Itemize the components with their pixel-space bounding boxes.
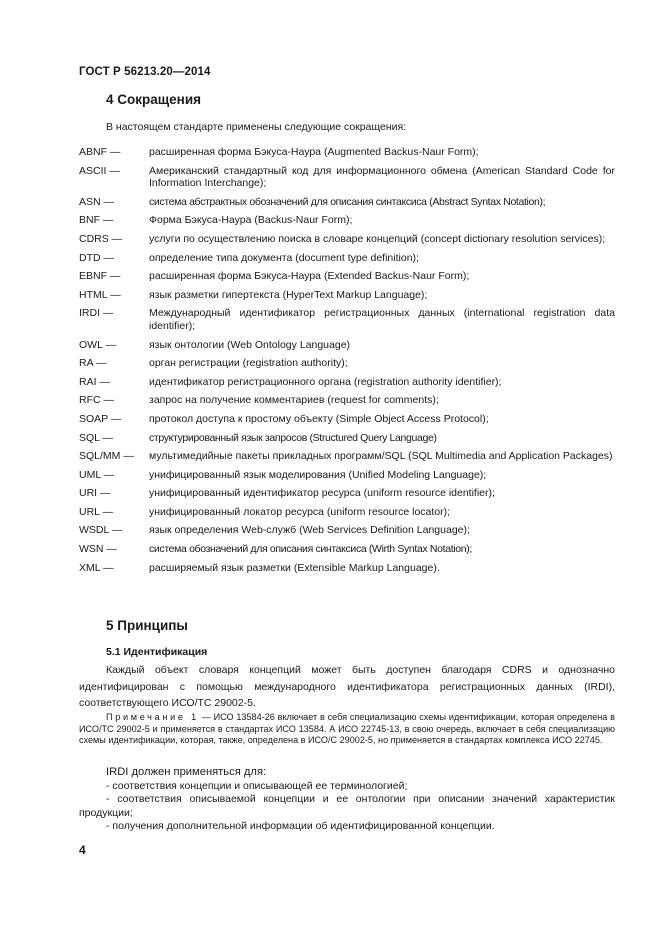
section-4-intro: В настоящем стандарте применены следующие сокращения: bbox=[106, 121, 407, 133]
abbreviation-row bbox=[79, 432, 615, 445]
abbreviation-row bbox=[79, 413, 615, 426]
list-item: - соответствия описываемой концепции и ее онтологии при описании значений характеристик продукции; bbox=[79, 793, 615, 819]
abbreviation-definition: запрос на получение комментариев (request for comments); bbox=[149, 394, 439, 407]
abbreviation-term: XML — bbox=[79, 561, 114, 574]
abbreviation-term: UML — bbox=[79, 468, 115, 481]
abbreviation-row bbox=[79, 233, 615, 246]
abbreviation-row bbox=[79, 394, 615, 407]
abbreviation-definition: структурированный язык запросов (Structured Query Language) bbox=[149, 431, 437, 444]
abbreviation-term: EBNF — bbox=[79, 270, 121, 283]
list-item: - получения дополнительной информации об идентифицированной концепции. bbox=[106, 820, 495, 832]
abbreviation-row bbox=[79, 270, 615, 283]
abbreviation-term: DTD — bbox=[79, 251, 114, 264]
abbreviation-definition: орган регистрации (registration authority); bbox=[149, 357, 348, 370]
abbreviation-term: RAI — bbox=[79, 375, 110, 388]
abbreviation-row bbox=[79, 146, 615, 159]
abbreviation-row bbox=[79, 543, 615, 556]
abbreviation-term: RA — bbox=[79, 357, 107, 370]
abbreviation-definition: система абстрактных обозначений для описания синтаксиса (Abstract Syntax Notation); bbox=[149, 195, 546, 208]
abbreviation-term: IRDI — bbox=[79, 307, 114, 320]
irdi-usage-list bbox=[79, 766, 615, 834]
abbreviation-term: ASN — bbox=[79, 195, 115, 208]
page-number: 4 bbox=[79, 843, 86, 857]
abbreviation-definition: язык определения Web-служб (Web Services Definition Language); bbox=[149, 524, 470, 537]
abbreviation-term: SQL — bbox=[79, 431, 114, 444]
identification-paragraph: Каждый объект словаря концепций может быть доступен благодаря CDRS и однозначно идентифицирован с помощью международного идентификатора регистрационных данных (IRDI), соответствующего ИСО/ТС 29002-5. bbox=[79, 664, 615, 709]
abbreviation-row bbox=[79, 469, 615, 482]
abbreviation-row bbox=[79, 196, 615, 209]
abbreviation-definition: расширенная форма Бэкуса-Наура (Augmented Backus-Naur Form); bbox=[149, 146, 479, 158]
note-1 bbox=[79, 712, 615, 747]
abbreviation-term: URL — bbox=[79, 505, 114, 518]
abbreviation-row bbox=[79, 289, 615, 302]
abbreviation-definition: Американский стандартный код для информационного обмена (American Standard Code for Information Interchange); bbox=[149, 164, 615, 190]
abbreviation-term: HTML — bbox=[79, 288, 121, 301]
abbreviation-term: CDRS — bbox=[79, 232, 123, 245]
abbreviation-definition: протокол доступа к простому объекту (Simple Object Access Protocol); bbox=[149, 412, 489, 425]
abbreviation-definition: Международный идентификатор регистрационных данных (international registration data identifier); bbox=[149, 307, 615, 332]
abbreviation-term: URI — bbox=[79, 487, 111, 500]
abbreviation-term: BNF — bbox=[79, 214, 114, 227]
section-4-title: 4 Сокращения bbox=[106, 92, 201, 107]
abbreviation-term: WSDL — bbox=[79, 524, 123, 537]
abbreviation-definition: система обозначений для описания синтаксиса (Wirth Syntax Notation); bbox=[149, 543, 472, 556]
abbreviation-row bbox=[79, 339, 615, 352]
list-item: - соответствия концепции и описывающей ее терминологией; bbox=[106, 779, 408, 792]
irdi-list-lead: IRDI должен применяться для: bbox=[106, 766, 267, 778]
abbreviation-row bbox=[79, 376, 615, 389]
abbreviation-term: OWL — bbox=[79, 338, 116, 351]
document-header: ГОСТ Р 56213.20—2014 bbox=[79, 66, 211, 78]
abbreviation-list bbox=[79, 146, 615, 580]
abbreviation-term: ASCII — bbox=[79, 164, 120, 177]
abbreviation-row bbox=[79, 506, 615, 519]
abbreviation-row bbox=[79, 562, 615, 575]
abbreviation-term: ABNF — bbox=[79, 146, 121, 158]
abbreviation-row bbox=[79, 524, 615, 537]
section-5-title: 5 Принципы bbox=[106, 618, 188, 633]
abbreviation-definition: расширенная форма Бэкуса-Наура (Extended Backus-Naur Form); bbox=[149, 270, 470, 283]
abbreviation-term: SQL/MM — bbox=[79, 450, 134, 463]
abbreviation-definition: унифицированный язык моделирования (Unified Modeling Language); bbox=[149, 468, 487, 481]
abbreviation-row bbox=[79, 487, 615, 500]
abbreviation-term: WSN — bbox=[79, 543, 117, 556]
abbreviation-row bbox=[79, 252, 615, 265]
note-label: Примечание 1 bbox=[106, 712, 199, 722]
abbreviation-row bbox=[79, 357, 615, 370]
abbreviation-definition: Форма Бэкуса-Наура (Backus-Naur Form); bbox=[149, 214, 353, 227]
abbreviation-definition: мультимедийные пакеты прикладных программ/SQL (SQL Multimedia and Application Packages) bbox=[149, 450, 613, 463]
abbreviation-definition: идентификатор регистрационного органа (registration authority identifier); bbox=[149, 375, 502, 388]
abbreviation-definition: определение типа документа (document type definition); bbox=[149, 251, 419, 264]
abbreviation-definition: язык разметки гипертекста (HyperText Markup Language); bbox=[149, 288, 428, 301]
abbreviation-row bbox=[79, 165, 615, 190]
abbreviation-row bbox=[79, 214, 615, 227]
note-text: — ИСО 13584-26 включает в себя специализацию схемы идентификации, которая определена в ИСО/ТС 29002-5 и применяется в стандартах ИСО 13584. А ИСО 22745-13, в свою очередь, включает в себя специализацию схемы идентификации, которая, также, определена в ИСО/С 29002-5, но применяется в стандартах комплекса ИСО 22745. bbox=[79, 712, 616, 746]
abbreviation-term: RFC — bbox=[79, 394, 114, 407]
abbreviation-row bbox=[79, 307, 615, 332]
abbreviation-definition: язык онтологии (Web Ontology Language) bbox=[149, 338, 351, 351]
abbreviation-definition: унифицированный идентификатор ресурса (uniform resource identifier); bbox=[149, 487, 495, 500]
subsection-5-1-title: 5.1 Идентификация bbox=[106, 646, 208, 658]
abbreviation-term: SOAP — bbox=[79, 412, 122, 425]
abbreviation-definition: услуги по осуществлению поиска в словаре концепций (concept dictionary resolution services); bbox=[149, 232, 606, 245]
abbreviation-row bbox=[79, 450, 615, 463]
abbreviation-definition: унифицированный локатор ресурса (uniform resource locator); bbox=[149, 505, 451, 518]
abbreviation-definition: расширяемый язык разметки (Extensible Markup Language). bbox=[149, 561, 440, 574]
